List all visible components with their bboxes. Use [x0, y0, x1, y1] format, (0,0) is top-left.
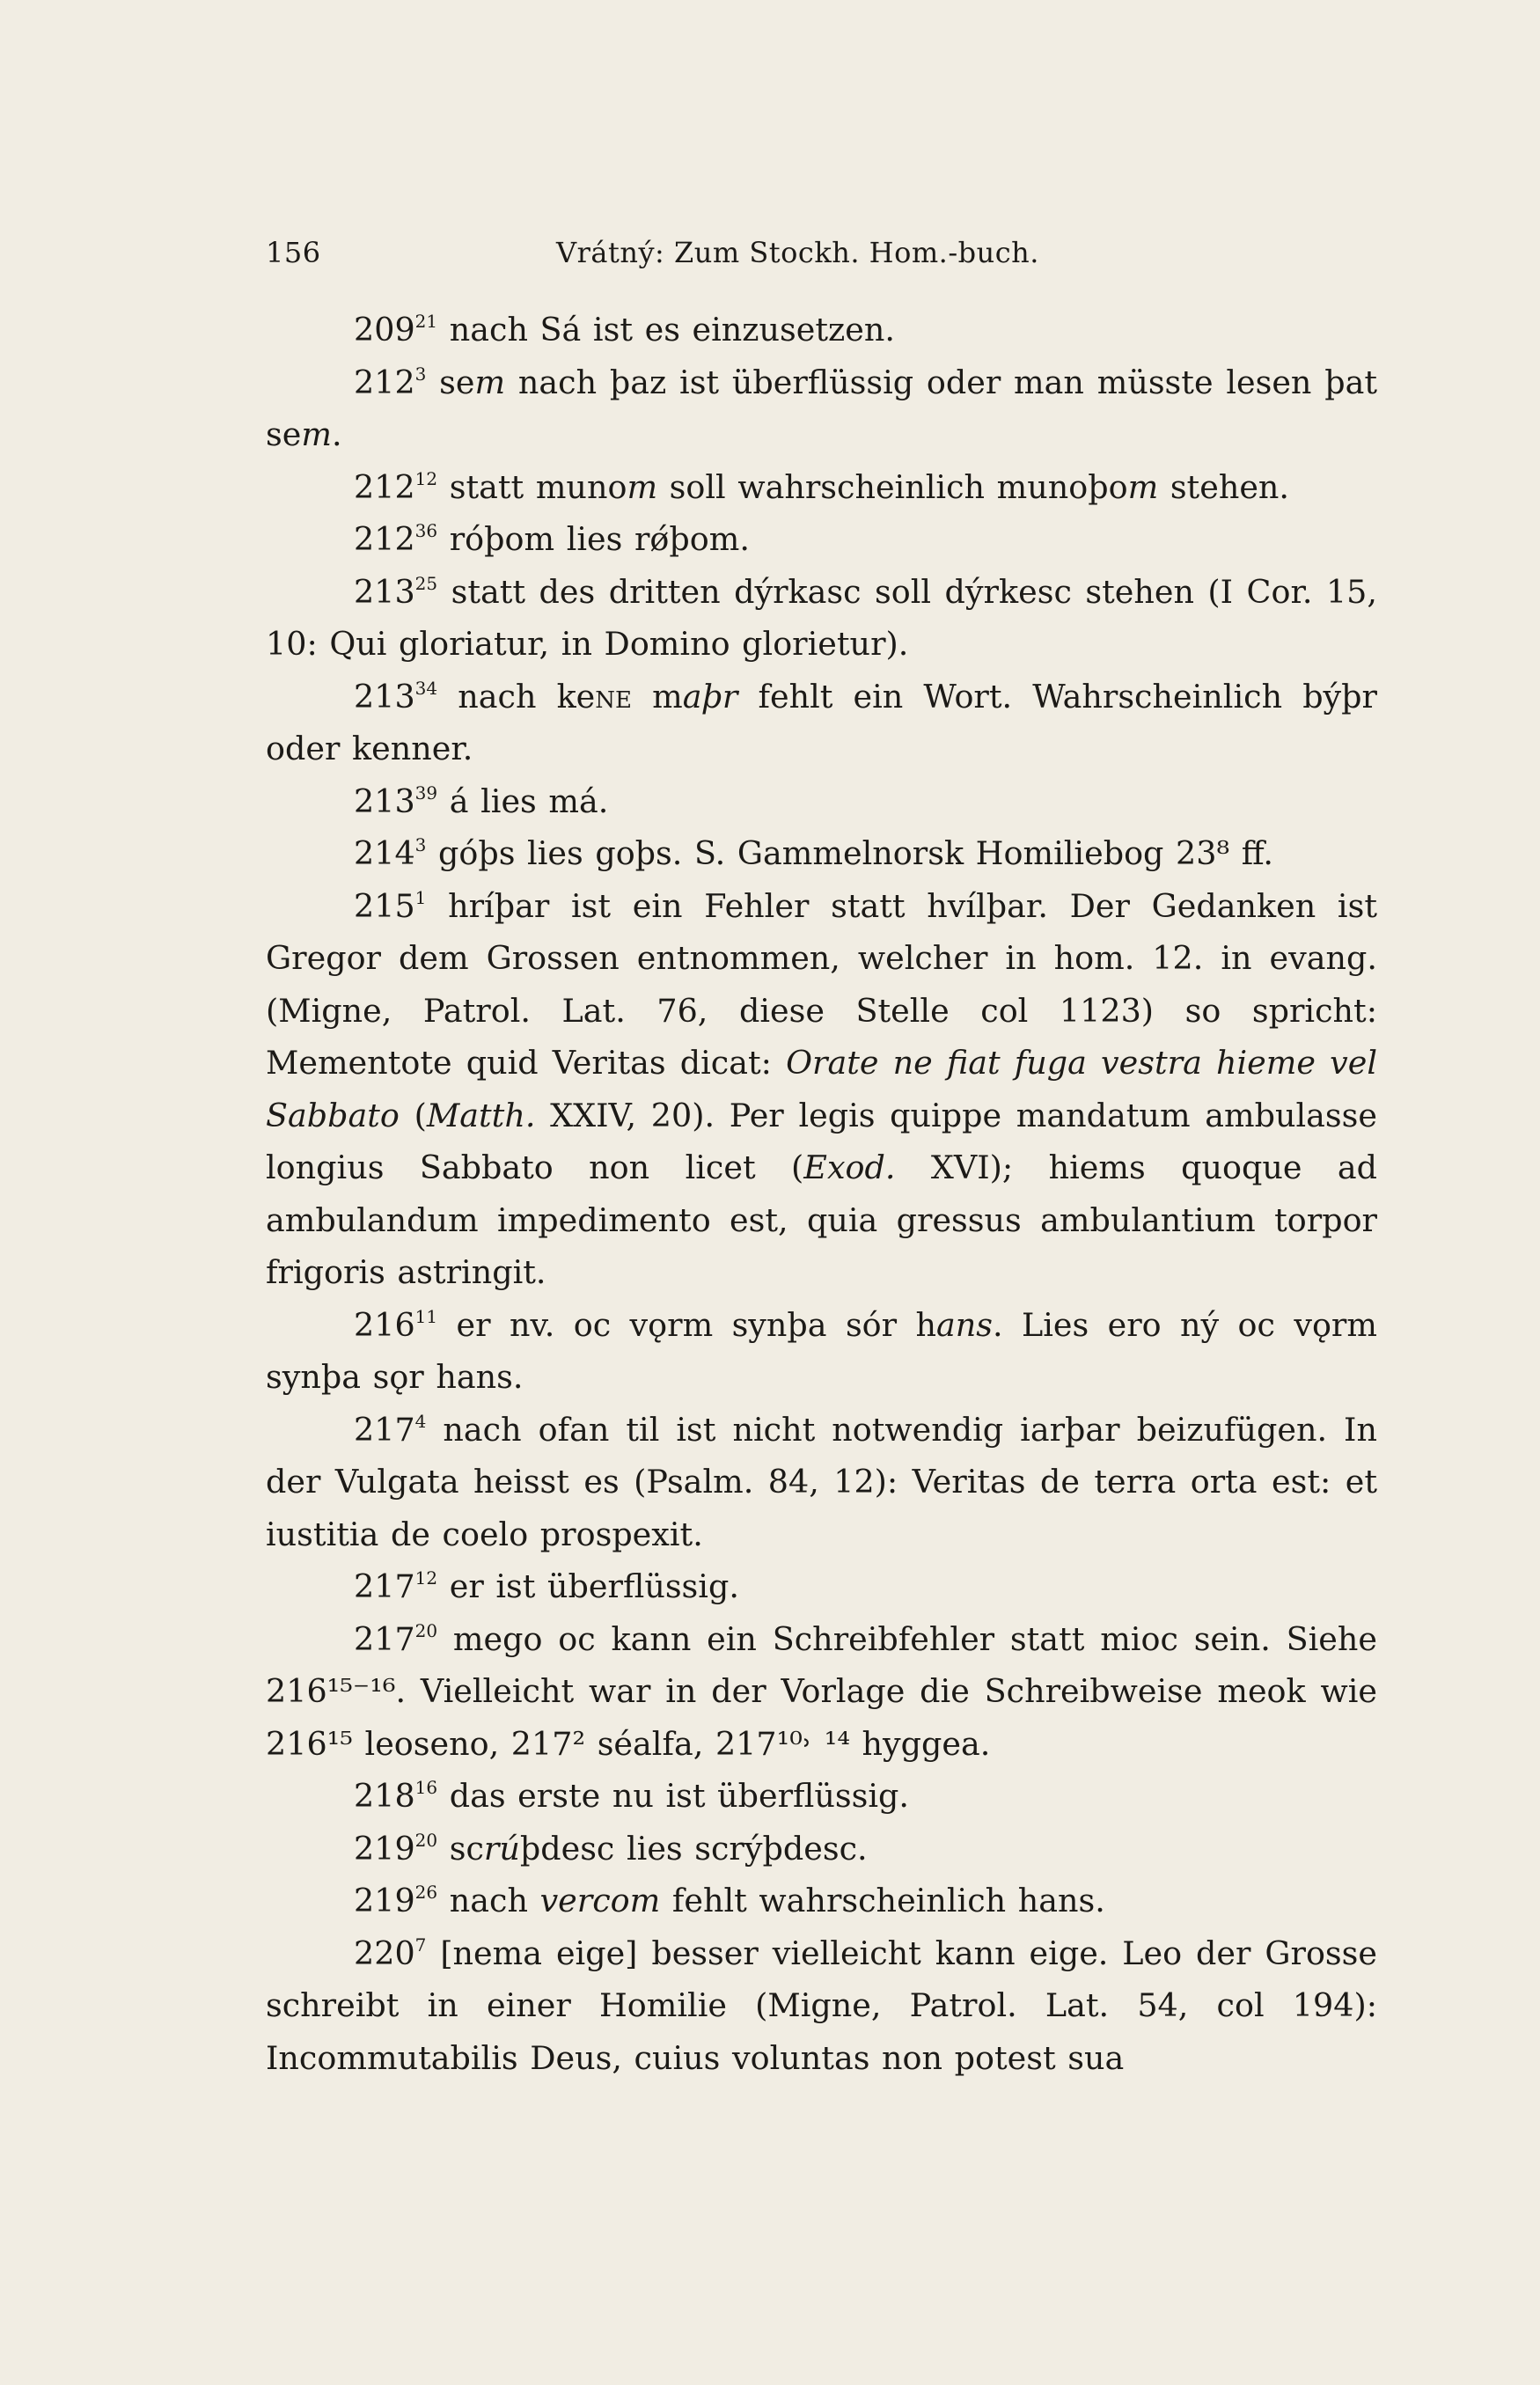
note-text: [nema eige] besser vielleicht kann eige. Leo der Grosse schreibt in einer Homilie (Migne, Patrol. Lat. 54, col 194): Incommutabilis Deus, cuius voluntas non potest sua — [266, 1934, 1377, 2077]
reference-line: 1 — [414, 886, 427, 908]
reference-page: 216 — [354, 1305, 415, 1344]
italic-text: vercom — [539, 1882, 661, 1919]
note-text: m — [632, 677, 683, 716]
note-reference — [354, 782, 437, 820]
running-title: Vrátný: Zum Stockh. Hom.-buch. — [556, 236, 1039, 269]
reference-page: 217 — [354, 1567, 415, 1605]
note-text: sc — [437, 1829, 484, 1868]
reference-page: 212 — [354, 363, 415, 401]
note-entry — [266, 1875, 1377, 1927]
reference-line: 34 — [414, 677, 438, 699]
note-reference — [354, 1306, 437, 1344]
note-text: nach — [437, 1882, 540, 1919]
note-entry — [266, 513, 1377, 566]
italic-text: m — [301, 415, 332, 453]
note-entry — [266, 1927, 1377, 2085]
italic-text: rú — [483, 1829, 520, 1868]
note-text: fehlt wahrscheinlich hans. — [660, 1882, 1105, 1919]
note-text: þdesc lies scrýþdesc. — [519, 1829, 868, 1868]
note-text: XVI); hiems quoque ad ambulandum impedimento est, quia gressus ambulantium torpor frigoris astringit. — [266, 1148, 1378, 1291]
reference-page: 213 — [354, 782, 415, 820]
reference-page: 214 — [354, 834, 415, 872]
note-text: nach Sá ist es einzusetzen. — [437, 311, 895, 349]
italic-text: m — [627, 467, 658, 506]
italic-text: Exod. — [803, 1148, 896, 1186]
note-entry — [266, 880, 1377, 1299]
page-number: 156 — [266, 236, 321, 269]
reference-page: 219 — [354, 1882, 415, 1919]
reference-line: 26 — [414, 1882, 438, 1903]
note-reference — [354, 311, 437, 349]
note-text: hríþar ist ein Fehler statt hvílþar. Der Gedanken ist Gregor dem Grossen entnommen, welcher in hom. 12. in evang. (Migne, Patrol. Lat. 76, diese Stelle col 1123) so spricht: Mementote quid Veritas dicat: — [266, 886, 1377, 1082]
note-reference — [354, 1934, 426, 1972]
reference-page: 217 — [354, 1619, 415, 1658]
note-reference — [354, 573, 437, 611]
note-text: soll wahrscheinlich munoþo — [657, 467, 1128, 506]
reference-page: 213 — [354, 572, 415, 611]
reference-line: 11 — [414, 1305, 438, 1327]
note-reference — [354, 1830, 437, 1868]
note-entry — [266, 356, 1377, 461]
reference-line: 21 — [414, 311, 438, 332]
note-entry — [266, 1613, 1377, 1771]
note-entry — [266, 1404, 1377, 1561]
italic-text: Matth. — [426, 1096, 536, 1134]
note-entry — [266, 671, 1377, 775]
note-text: . Lies ero ný oc vǫrm synþa sǫr hans. — [266, 1305, 1377, 1396]
note-text: statt des dritten dýrkasc soll dýrkesc stehen (I Cor. 15, 10: Qui gloriatur, in Domino glorietur). — [266, 572, 1377, 663]
italic-text: m — [1127, 467, 1159, 506]
note-reference — [354, 363, 426, 401]
reference-line: 7 — [414, 1934, 427, 1956]
reference-page: 215 — [354, 886, 415, 925]
italic-text: aþr — [682, 677, 738, 716]
note-reference — [354, 1777, 437, 1815]
note-entry — [266, 1823, 1377, 1875]
reference-line: 16 — [414, 1777, 438, 1798]
reference-page: 209 — [354, 311, 415, 349]
note-text: das erste nu ist überflüssig. — [437, 1777, 910, 1815]
note-text: ( — [399, 1096, 427, 1134]
note-text: er ist überflüssig. — [437, 1567, 739, 1605]
note-text: róþom lies rǿþom. — [437, 520, 750, 558]
note-text: á lies má. — [437, 782, 609, 820]
note-entry — [266, 1770, 1377, 1823]
reference-line: 4 — [414, 1410, 427, 1432]
note-entry — [266, 1299, 1377, 1404]
note-text: góþs lies goþs. S. Gammelnorsk Homiliebog 23⁸ ff. — [426, 834, 1273, 872]
reference-line: 12 — [414, 467, 438, 489]
note-reference — [354, 520, 437, 558]
reference-line: 39 — [414, 782, 438, 804]
reference-line: 20 — [414, 1619, 438, 1641]
note-entry — [266, 566, 1377, 671]
note-text: nach ofan til ist nicht notwendig iarþar beizufügen. In der Vulgata heisst es (Psalm. 84, 12): Veritas de terra orta est: et iustitia de coelo prospexit. — [266, 1410, 1377, 1553]
reference-line: 20 — [414, 1829, 438, 1851]
note-reference — [354, 1620, 437, 1658]
reference-line: 3 — [414, 834, 427, 855]
reference-line: 25 — [414, 572, 438, 594]
note-text: XXIV, 20). Per legis quippe mandatum ambulasse longius Sabbato non licet ( — [266, 1096, 1377, 1186]
note-reference — [354, 1567, 437, 1605]
note-entry — [266, 1560, 1377, 1613]
note-reference — [354, 1411, 426, 1449]
note-entry — [266, 827, 1377, 880]
note-entry — [266, 775, 1377, 828]
italic-text: ans — [936, 1305, 993, 1344]
note-entry — [266, 304, 1377, 356]
note-reference — [354, 1882, 437, 1919]
note-entry — [266, 461, 1377, 514]
page-header — [266, 236, 1377, 285]
reference-line: 12 — [414, 1567, 438, 1589]
note-text: statt muno — [437, 467, 627, 506]
note-text: nach þaz ist überflüssig oder man müsste lesen þat se — [266, 363, 1377, 453]
reference-line: 36 — [414, 520, 438, 541]
italic-text: m — [474, 363, 506, 401]
reference-page: 218 — [354, 1777, 415, 1815]
note-text: se — [426, 363, 475, 401]
reference-page: 220 — [354, 1934, 415, 1972]
reference-line: 3 — [414, 363, 427, 385]
reference-page: 212 — [354, 467, 415, 506]
note-text: fehlt ein Wort. Wahrscheinlich býþr oder kenner. — [266, 677, 1377, 767]
note-reference — [354, 887, 426, 925]
reference-page: 219 — [354, 1829, 415, 1868]
reference-page: 212 — [354, 520, 415, 558]
notes-body — [266, 304, 1377, 2084]
note-text: mego oc kann ein Schreibfehler statt mioc sein. Siehe 216¹⁵⁻¹⁶. Vielleicht war in der Vorlage die Schreibweise meok wie 216¹⁵ leoseno, 217² séalfa, 217¹⁰˒ ¹⁴ hyggea. — [266, 1619, 1377, 1763]
note-reference — [354, 468, 437, 506]
small-caps-text: ne — [595, 677, 633, 716]
italic-text: Orate ne fiat fuga vestra hieme vel Sabbato — [266, 1044, 1377, 1134]
note-text: nach ke — [437, 677, 596, 716]
note-text: er nv. oc vǫrm synþa sór h — [437, 1305, 936, 1344]
note-text: stehen. — [1158, 467, 1290, 506]
note-reference — [354, 678, 437, 716]
note-text: . — [331, 415, 342, 453]
note-reference — [354, 834, 426, 872]
reference-page: 217 — [354, 1410, 415, 1449]
reference-page: 213 — [354, 677, 415, 716]
